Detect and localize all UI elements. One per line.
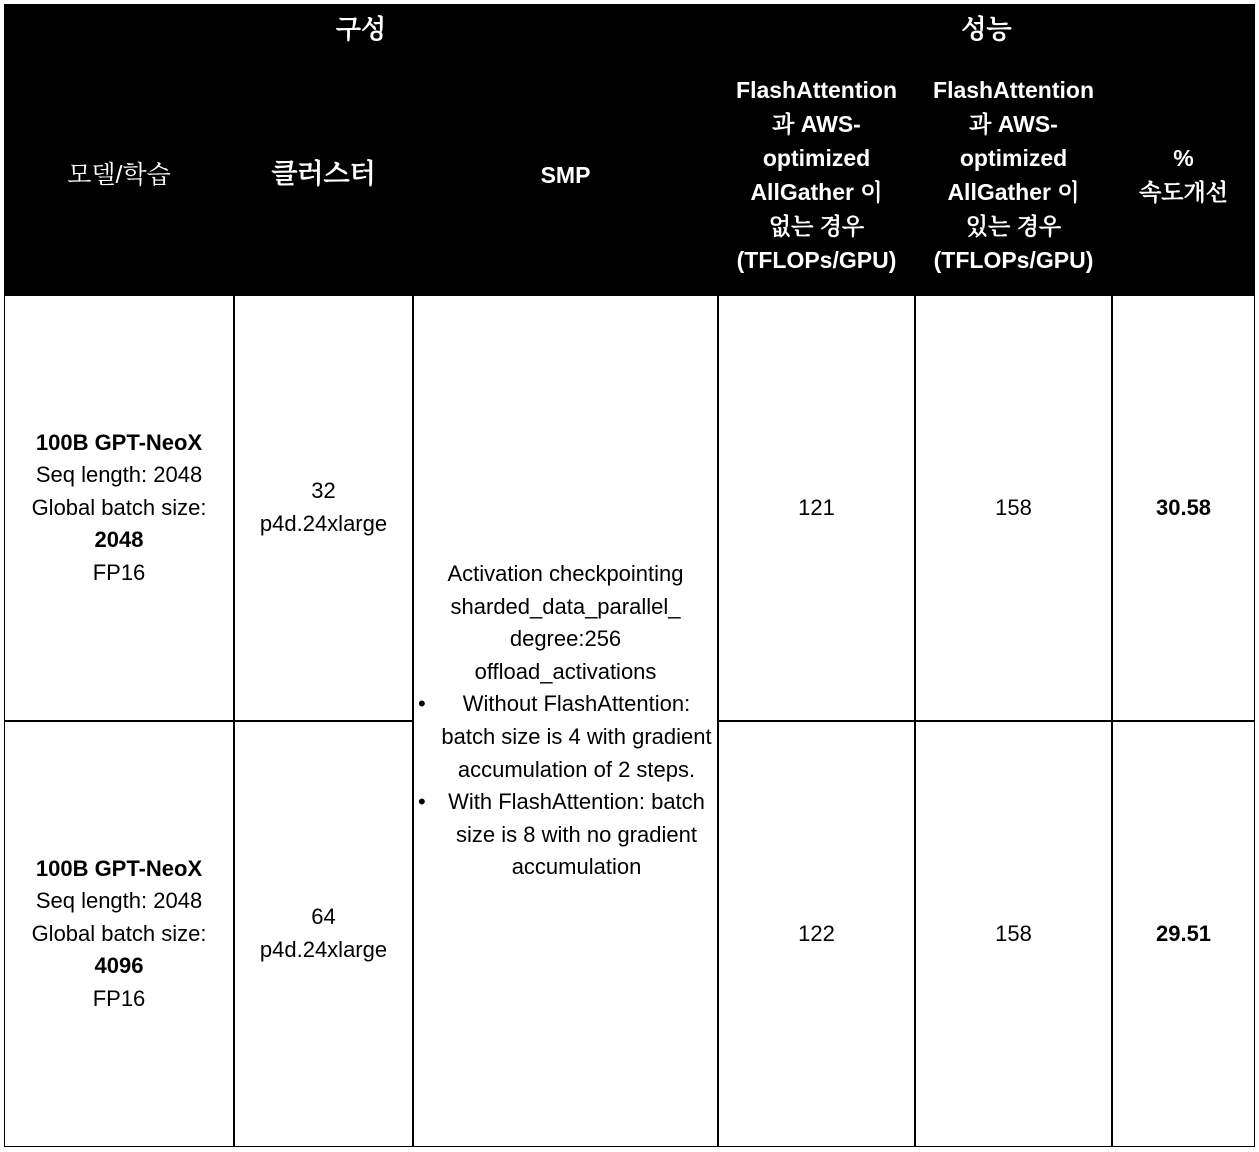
smp-bullet: • Without FlashAttention: batch size is 4 with gradient accumulation of 2 steps. — [414, 688, 717, 786]
seq-length: Seq length: 2048 — [35, 888, 203, 914]
batch-value: 4096 — [94, 953, 144, 979]
header-with-flashattention — [915, 55, 1112, 295]
header-with-line: FlashAttention — [933, 76, 1095, 103]
header-cluster: 클러스터 — [234, 55, 413, 295]
with-value: 158 — [915, 295, 1112, 721]
model-name: 100B GPT-NeoX — [35, 855, 203, 881]
speedup-value: 29.51 — [1112, 721, 1255, 1147]
header-speedup — [1112, 55, 1255, 295]
batch-label: Global batch size: — [31, 494, 207, 520]
header-without-line: AllGather 이 — [750, 179, 883, 205]
model-name: 100B GPT-NeoX — [35, 429, 203, 455]
smp-line: offload_activations — [474, 658, 657, 684]
smp-line: degree:256 — [509, 626, 622, 652]
header-with-line: AllGather 이 — [947, 179, 1080, 205]
cluster-count: 64 — [311, 904, 336, 930]
header-without-line: 없는 경우 — [768, 213, 865, 240]
cluster-cell — [234, 721, 413, 1147]
header-group-config: 구성 — [4, 4, 718, 55]
batch-label: Global batch size: — [31, 920, 207, 946]
header-with-line: 있는 경우 — [965, 213, 1062, 240]
performance-table — [4, 4, 1255, 1147]
cluster-count: 32 — [311, 478, 336, 504]
header-speedup-line: % — [1173, 144, 1194, 171]
precision: FP16 — [92, 559, 146, 585]
precision: FP16 — [92, 985, 146, 1011]
header-without-line: FlashAttention — [736, 76, 898, 103]
cluster-type: p4d.24xlarge — [259, 511, 388, 536]
smp-line: Activation checkpointing — [447, 561, 684, 587]
smp-bullet-list — [414, 688, 717, 883]
header-with-line: 과 AWS- — [969, 110, 1058, 137]
seq-length: Seq length: 2048 — [35, 462, 203, 488]
header-without-line: 과 AWS- — [772, 110, 861, 137]
without-value: 122 — [718, 721, 915, 1147]
speedup-value: 30.58 — [1112, 295, 1255, 721]
header-without-line: optimized — [762, 144, 871, 171]
header-without-flashattention — [718, 55, 915, 295]
smp-bullet: • With FlashAttention: batch size is 8 with no gradient accumulation — [414, 786, 717, 884]
cluster-cell — [234, 295, 413, 721]
header-with-line: optimized — [959, 144, 1068, 171]
header-smp: SMP — [413, 55, 718, 295]
smp-line: sharded_data_parallel_ — [450, 593, 681, 619]
header-model: 모델/학습 — [4, 55, 234, 295]
with-value: 158 — [915, 721, 1112, 1147]
smp-cell — [413, 295, 718, 1147]
batch-value: 2048 — [94, 527, 144, 553]
without-value: 121 — [718, 295, 915, 721]
model-cell — [4, 721, 234, 1147]
model-cell — [4, 295, 234, 721]
header-group-performance: 성능 — [718, 4, 1255, 55]
table-row — [4, 295, 1255, 721]
header-speedup-line: 속도개선 — [1139, 179, 1228, 205]
header-with-line: (TFLOPs/GPU) — [933, 247, 1094, 274]
cluster-type: p4d.24xlarge — [259, 937, 388, 962]
header-without-line: (TFLOPs/GPU) — [736, 247, 897, 274]
